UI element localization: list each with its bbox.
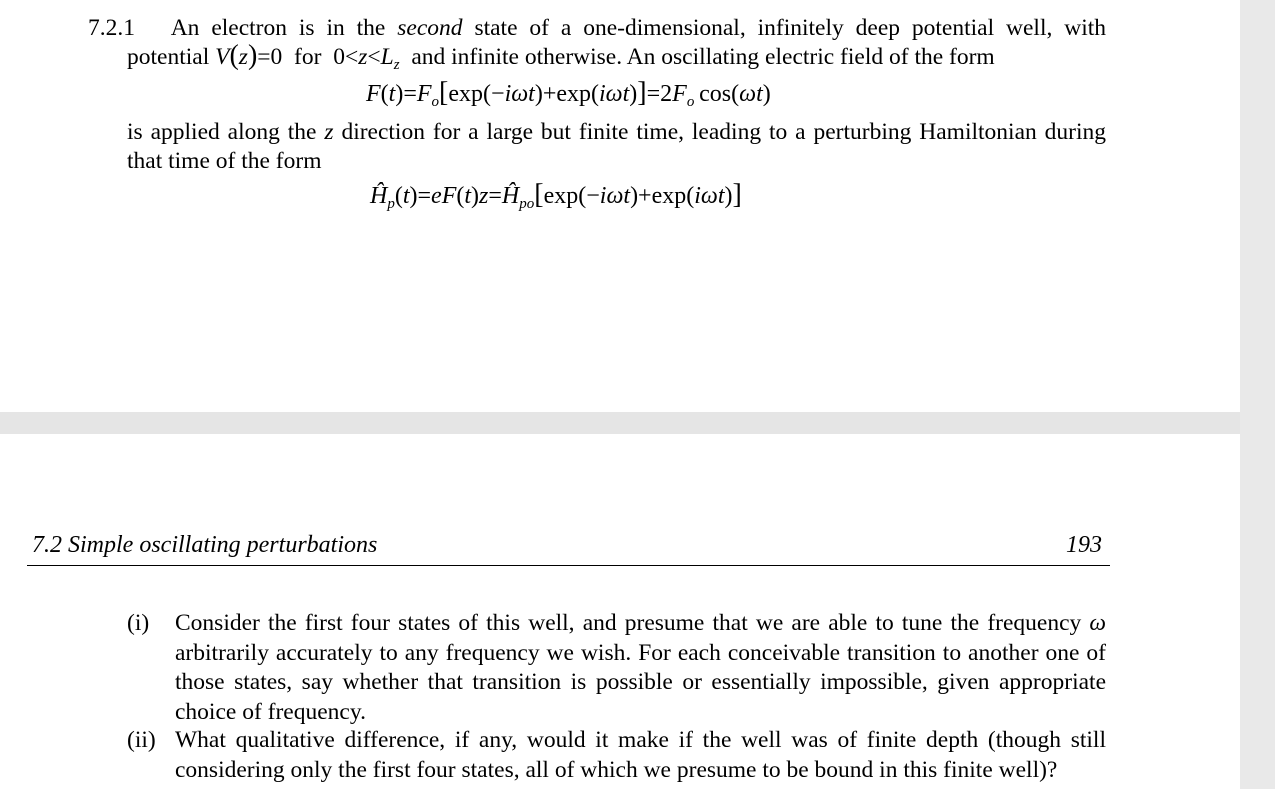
- problem-text: direction for a large but finite time, leading to a perturbing Hamiltonian during: [341, 119, 1107, 145]
- problem-text: potential: [127, 44, 210, 70]
- hamiltonian-equation: $Ĥ_p(t)=eF(t)z=Ĥ_{po}[\exp(-i\omega t)+\exp(i\omega t)]$: [370, 179, 742, 212]
- problem-line-2: [88, 40, 1106, 80]
- problem-text: state of a one-dimensional, infinitely deep potential well, with: [474, 15, 1107, 41]
- problem-line-3: is applied along the z direction for a large but finite time, leading to a perturbing Hamiltonian during: [127, 119, 1107, 145]
- header-rule: [27, 565, 1110, 566]
- problem-line-4: that time of the form: [127, 148, 322, 174]
- question-item: [127, 609, 1106, 727]
- problem-paragraph-2: [127, 118, 1106, 176]
- range-expression: $0<z<L_z$: [333, 44, 400, 73]
- force-equation: $F(t)=F_o[\exp(-i\omega t)+\exp(i\omega t)]=2F_o$ cos(ωt): [366, 77, 771, 110]
- page-bottom: [0, 434, 1240, 789]
- running-header-title: 7.2 Simple oscillating perturbations: [32, 532, 378, 558]
- problem-text: is applied along the: [127, 119, 317, 145]
- question-text: What qualitative difference, if any, would it make if the well was of finite depth (though still considering only the first four states, all of which we presume to be bound in this finite well)?: [175, 727, 1106, 783]
- problem-paragraph: [88, 14, 1106, 80]
- problem-line-1: [88, 14, 1106, 43]
- question-label: (i): [127, 610, 150, 636]
- problem-number: 7.2.1: [88, 15, 135, 41]
- problem-text-emphasis: second: [397, 15, 463, 41]
- problem-text: and infinite otherwise. An oscillating electric field of the form: [411, 44, 995, 70]
- question-label: (ii): [127, 727, 156, 753]
- potential-expression: V(z)=0: [215, 40, 283, 71]
- page-number: 193: [1066, 532, 1102, 558]
- problem-text: for: [294, 44, 322, 70]
- scrollbar-track[interactable]: [1240, 0, 1275, 789]
- question-item: [127, 726, 1106, 785]
- problem-text: An electron is in the: [170, 15, 386, 41]
- question-text: Consider the first four states of this well, and presume that we are able to tune the frequency ω arbitrarily accurately to any frequency we wish. For each conceivable transition to another one of those states, say whether that transition is possible or essentially impossible, given appropriate choice of frequency.: [175, 610, 1107, 725]
